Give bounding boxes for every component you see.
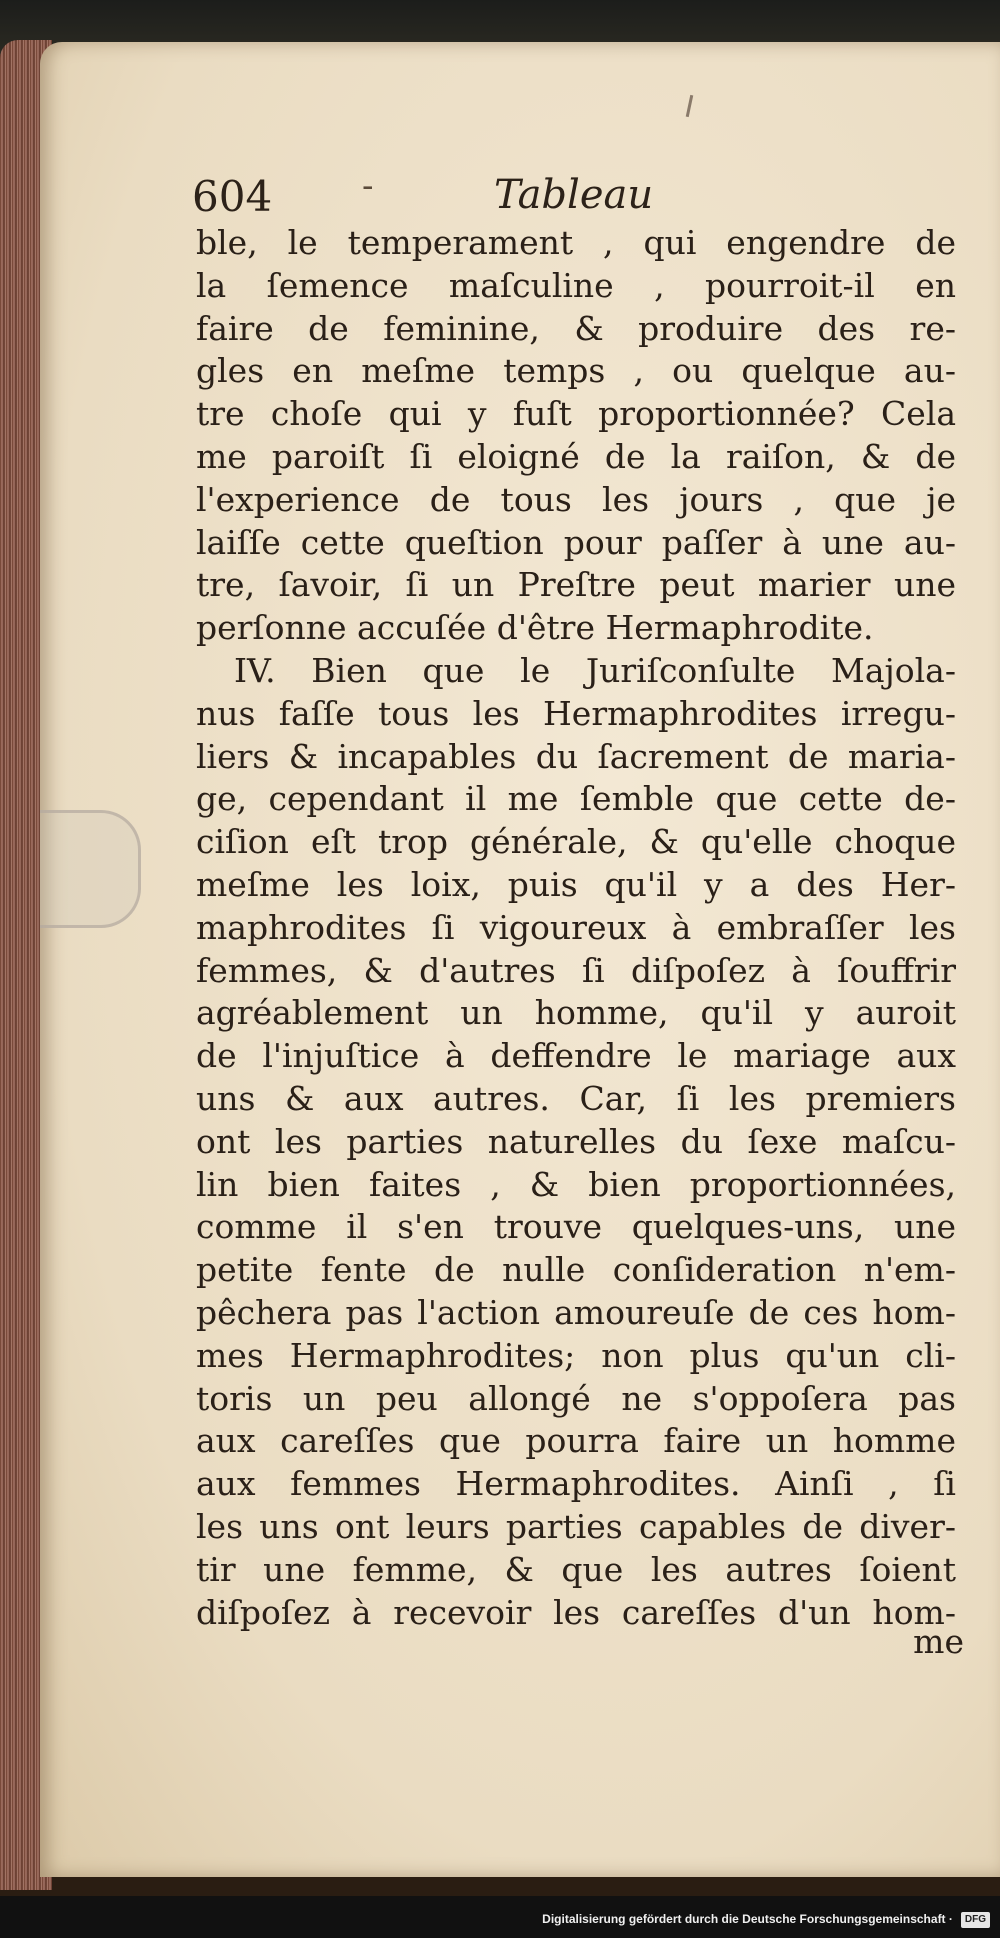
- text-line: me paroiſt ſi eloigné de la raiſon, & de: [196, 436, 956, 476]
- text-line: comme il s'en trouve quelques-uns, une: [196, 1207, 956, 1247]
- text-line: ble, le temperament , qui engendre de: [196, 223, 956, 262]
- text-line: femmes, & d'autres ſi diſpoſez à ſouffrir: [196, 950, 956, 990]
- text-line: petite fente de nulle conſideration n'em-: [196, 1250, 956, 1290]
- text-line: la ſemence maſculine , pourroit-il en: [196, 265, 956, 305]
- text-line: aux careſſes que pourra faire un homme: [196, 1421, 956, 1461]
- text-line: laiſſe cette queſtion pour paſſer à une au-: [196, 522, 956, 562]
- header-dash: -: [362, 166, 374, 206]
- text-line: tre, ſavoir, ſi un Preſtre peut marier une: [196, 565, 956, 605]
- text-line: maphrodites ſi vigoureux à embraſſer les: [196, 907, 956, 947]
- dfg-logo-badge: DFG: [961, 1912, 990, 1928]
- text-line: perſonne accuſée d'être Hermaphrodite.: [196, 608, 874, 648]
- text-line: les uns ont leurs parties capables de diver-: [196, 1506, 956, 1546]
- scanner-clasp: [40, 810, 141, 928]
- text-line: lin bien faites , & bien proportionnées,: [196, 1164, 956, 1204]
- text-line: aux femmes Hermaphrodites. Ainſi , ſi: [196, 1464, 956, 1504]
- text-line: ont les parties naturelles du ſexe maſcu-: [196, 1121, 956, 1161]
- text-line: tre choſe qui y fuſt proportionnée? Cela: [196, 394, 956, 434]
- page-header: [192, 166, 952, 224]
- credit-text: Digitalisierung gefördert durch die Deutsche Forschungsgemeinschaft ·: [542, 1912, 953, 1926]
- text-line: IV. Bien que le Juriſconſulte Majola-: [234, 650, 956, 690]
- text-line: tir une femme, & que les autres ſoient: [196, 1549, 956, 1589]
- text-line: mes Hermaphrodites; non plus qu'un cli-: [196, 1335, 956, 1375]
- text-line: ge, cependant il me ſemble que cette de-: [196, 779, 956, 819]
- digitization-credit: [0, 1900, 1000, 1938]
- page-number: 604: [192, 172, 273, 221]
- running-title: Tableau: [494, 172, 654, 218]
- text-line: agréablement un homme, qu'il y auroit: [196, 993, 956, 1033]
- text-line: gles en meſme temps , ou quelque au-: [196, 351, 956, 391]
- text-line: l'experience de tous les jours , que je: [196, 479, 956, 519]
- text-line: uns & aux autres. Car, ſi les premiers: [196, 1078, 956, 1118]
- text-line: toris un peu allongé ne s'oppoſera pas: [196, 1378, 956, 1418]
- text-line: faire de feminine, & produire des re-: [196, 308, 956, 348]
- text-line: diſpoſez à recevoir les careſſes d'un hom-: [196, 1592, 956, 1632]
- text-line: nus faſſe tous les Hermaphrodites irregu-: [196, 693, 956, 733]
- text-line: de l'injuſtice à deffendre le mariage aux: [196, 1036, 956, 1076]
- text-line: meſme les loix, puis qu'il y a des Her-: [196, 864, 956, 904]
- text-line: pêchera pas l'action amoureuſe de ces hom-: [196, 1292, 956, 1332]
- catchword: me: [913, 1622, 964, 1661]
- body-text: [196, 222, 956, 1634]
- text-line: liers & incapables du ſacrement de maria-: [196, 736, 956, 776]
- text-line: ciſion eſt trop générale, & qu'elle choque: [196, 822, 956, 862]
